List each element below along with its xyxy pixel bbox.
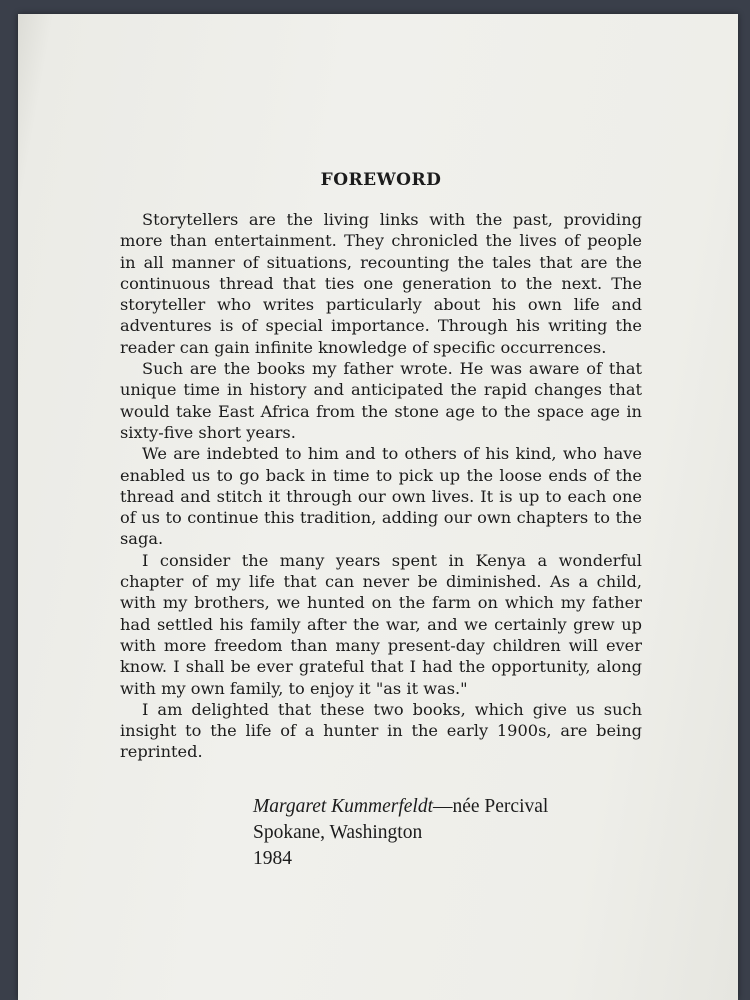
signature-name: Margaret Kummerfeldt bbox=[253, 795, 433, 817]
paragraph: We are indebted to him and to others of his kind, who have enabled us to go back in time to pick up the loose ends of the thread and stitch it through our own lives. It is up to each one of us to continue this tradition, adding our own chapters to the saga. bbox=[120, 444, 642, 549]
paragraph: I consider the many years spent in Kenya a wonderful chapter of my life that can never be diminished. As a child, with my brothers, we hunted on the farm on which my father had settled his family after the war, and we certainly grew up with more freedom than many present-day children will ever know. I shall be ever grateful that I had the opportunity, along with my own family, to enjoy it "as it was." bbox=[120, 550, 642, 698]
book-page bbox=[18, 14, 738, 1000]
signature-suffix: —née Percival bbox=[433, 795, 549, 817]
signature-year: 1984 bbox=[253, 847, 292, 869]
signature-place: Spokane, Washington bbox=[253, 821, 423, 843]
page-title: FOREWORD bbox=[320, 170, 442, 190]
foreword-text bbox=[120, 170, 642, 872]
paragraph: I am delighted that these two books, which give us such insight to the life of a hunter in the early 1900s, are being reprinted. bbox=[120, 699, 642, 762]
signature-block bbox=[253, 794, 642, 872]
signature-line bbox=[253, 794, 642, 820]
paragraph: Such are the books my father wrote. He was aware of that unique time in history and anticipated the rapid changes that would take East Africa from the stone age to the space age in sixty-five short years. bbox=[120, 359, 642, 442]
paragraph: Storytellers are the living links with the past, providing more than entertainment. They chronicled the lives of people in all manner of situations, recounting the tales that are the continuous thread that ties one generation to the next. The storyteller who writes particularly about his own life and adventures is of special importance. Through his writing the reader can gain infinite knowledge of specific occurrences. bbox=[120, 210, 642, 357]
